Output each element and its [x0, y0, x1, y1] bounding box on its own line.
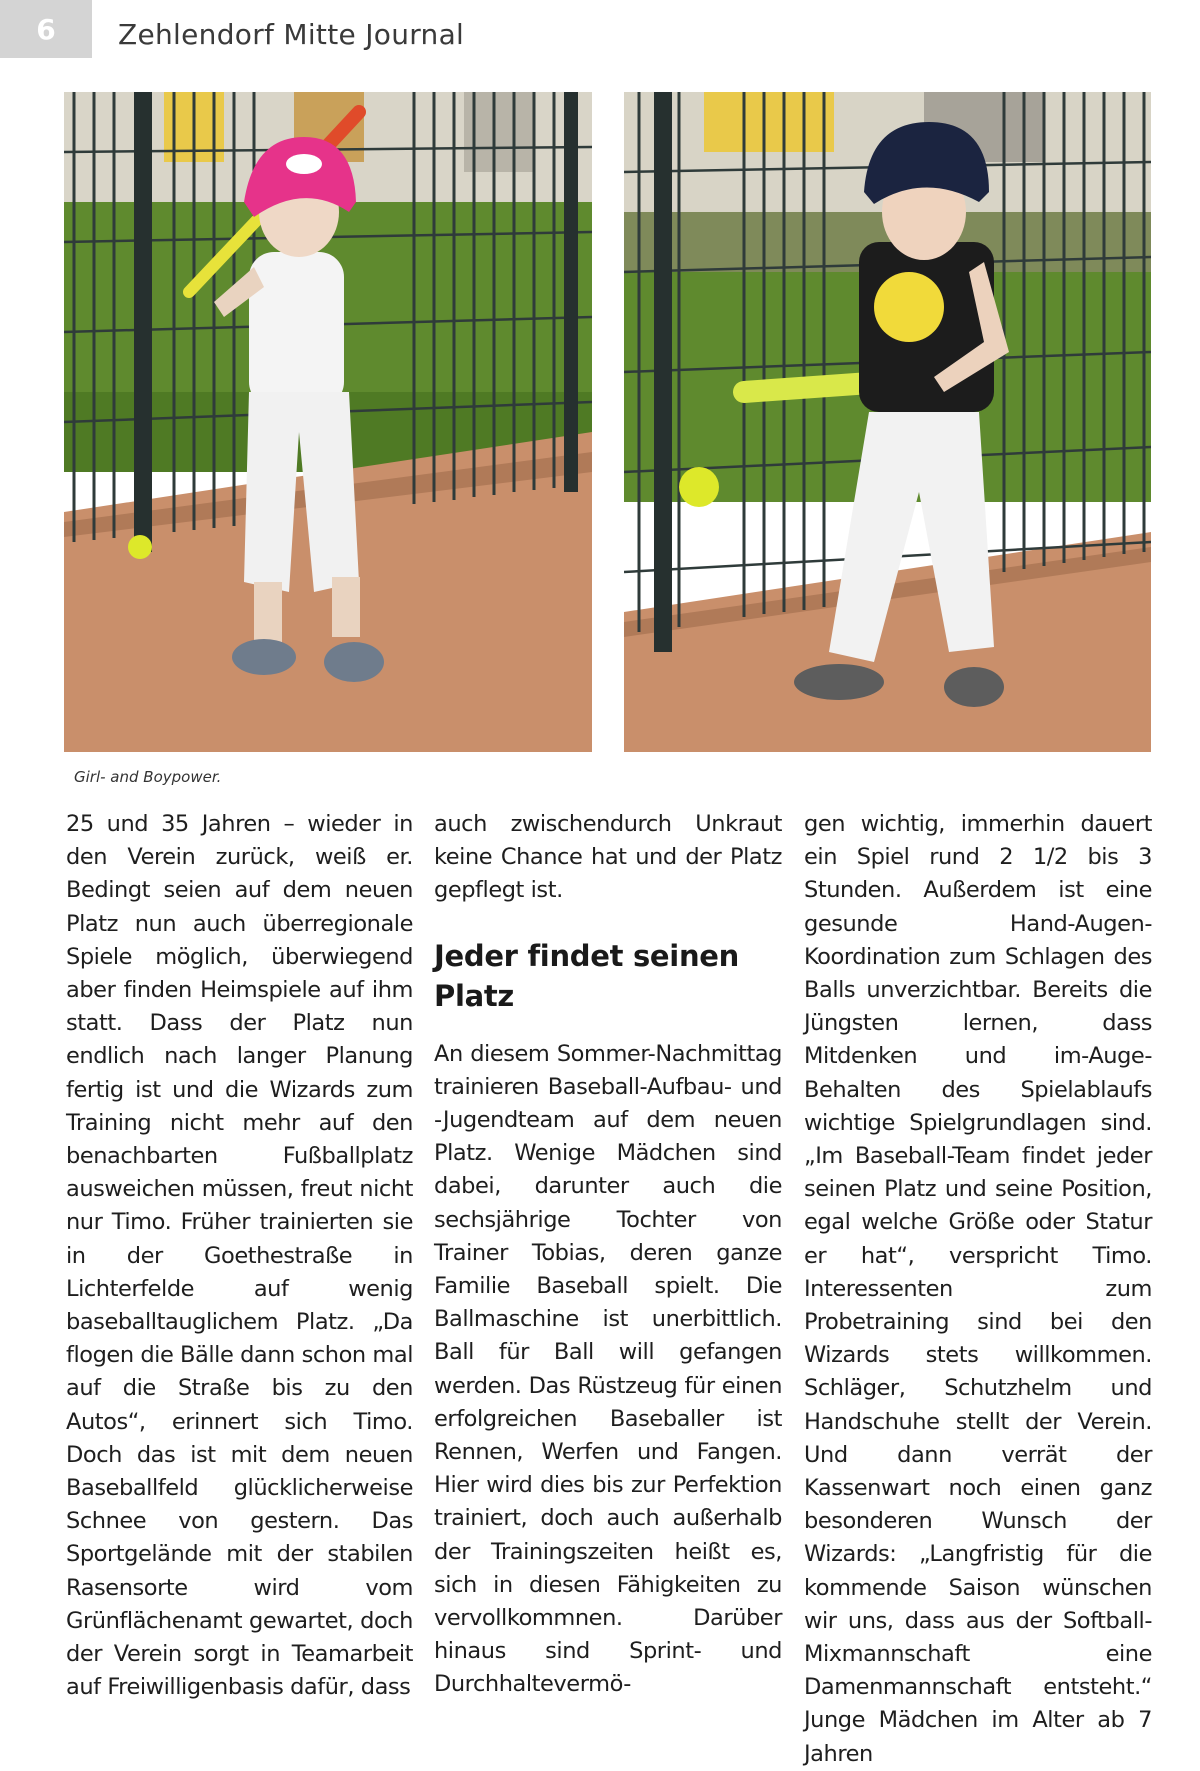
journal-title: Zehlendorf Mitte Journal: [118, 18, 465, 51]
article-subheading: Jeder findet seinen Platz: [434, 938, 740, 1013]
photo-caption: Girl- and Boypower.: [74, 768, 222, 786]
article-paragraph: An diesem Sommer-Nachmittag trainieren Baseball-Aufbau- und -Jugendteam auf dem neuen Platz. Wenige Mädchen sind dabei, darunter auch die sechsjährige Tochter von Trainer Tobias, deren ganze Familie Baseball spielt. Die Ballmaschine ist unerbittlich. Ball für Ball will gefangen werden. Das Rüstzeug für einen erfolgreichen Baseballer ist Rennen, Werfen und Fangen. Hier wird dies bis zur Perfektion trainiert, doch auch außerhalb der Trainingszeiten heißt es, sich in diesen Fähigkeiten zu vervollkommnen. Darüber hinaus sind Sprint- und Durchhaltevermö-: [434, 1040, 782, 1698]
girl-batter-illustration: [64, 92, 592, 752]
boy-batter-photo: [624, 92, 1151, 752]
page-number: 6: [36, 12, 56, 46]
girl-batter-photo: [64, 92, 592, 752]
article-paragraph: auch zwischendurch Unkraut keine Chance hat und der Platz gepflegt ist.: [434, 811, 782, 904]
boy-batter-illustration: [624, 92, 1151, 752]
article-column-3: [804, 808, 1152, 1771]
article-paragraph: 25 und 35 Jahren – wieder in den Verein zurück, weiß er. Bedingt seien auf dem neuen Platz nun auch überregionale Spiele möglich, überwiegend aber finden Heimspiele auf ihm statt. Dass der Platz nun endlich nach langer Planung fertig ist und die Wizards zum Training nicht mehr auf den benachbarten Fußballplatz ausweichen müssen, freut nicht nur Timo. Früher trainierten sie in der Goethestraße in Lichterfelde auf wenig baseballtauglichem Platz. „Da flogen die Bälle dann schon mal auf die Straße bis zu den Autos“, erinnert sich Timo. Doch das ist mit dem neuen Baseballfeld glücklicherweise Schnee von gestern. Das Sportgelände mit der stabilen Rasensorte wird vom Grünflächenamt gewartet, doch der Verein sorgt in Teamarbeit auf Freiwilligenbasis dafür, dass: [66, 811, 414, 1701]
page-number-box: [0, 0, 92, 58]
article-column-2: [434, 808, 782, 1702]
article-column-1: [66, 808, 413, 1704]
article-paragraph: gen wichtig, immerhin dauert ein Spiel rund 2 1/2 bis 3 Stunden. Außerdem ist eine gesunde Hand-Augen-Koordination zum Schlagen des Balls unverzichtbar. Bereits die Jüngsten lernen, dass Mitdenken und im-Auge-Behalten des Spielablaufs wichtige Spielgrundlagen sind. „Im Baseball-Team findet jeder seinen Platz und seine Position, egal welche Größe oder Statur er hat“, verspricht Timo. Interessenten zum Probetraining sind bei den Wizards stets willkommen. Schläger, Schutzhelm und Handschuhe stellt der Verein. Und dann verrät der Kassenwart noch einen ganz besonderen Wunsch der Wizards: „Langfristig für die kommende Saison wünschen wir uns, dass aus der Softball-Mixmannschaft eine Damenmannschaft entsteht.“ Junge Mädchen im Alter ab 7 Jahren: [804, 811, 1152, 1767]
